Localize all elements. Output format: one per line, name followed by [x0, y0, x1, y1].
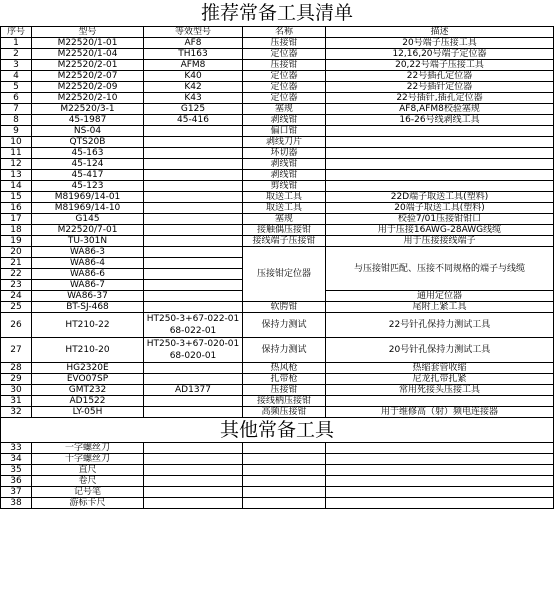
- table-row: [1, 396, 554, 407]
- cell-no: 33: [1, 443, 32, 454]
- cell-name: 扎带枪: [243, 374, 326, 385]
- cell-model: 卷尺: [32, 476, 144, 487]
- cell-name: 保持力测试: [243, 338, 326, 363]
- table-row: [1, 126, 554, 137]
- equiv-line: HT250-3+67-020-01: [146, 339, 240, 349]
- cell-equiv: [144, 159, 243, 170]
- cell-model: M22520/2-07: [32, 71, 144, 82]
- cell-model: BT-SJ-468: [32, 302, 144, 313]
- cell-model: 45-163: [32, 148, 144, 159]
- cell-model: 记号笔: [32, 487, 144, 498]
- cell-no: 29: [1, 374, 32, 385]
- cell-no: 36: [1, 476, 32, 487]
- table-row: [1, 236, 554, 247]
- cell-no: 18: [1, 225, 32, 236]
- cell-desc: 用于压接接线端子: [326, 236, 554, 247]
- cell-name: 剥线刀片: [243, 137, 326, 148]
- equiv-line: HT250-3+67-022-01: [146, 314, 240, 324]
- cell-name: [243, 465, 326, 476]
- cell-desc: 尼龙扎带扎紧: [326, 374, 554, 385]
- cell-name: [243, 498, 326, 509]
- cell-equiv: [144, 313, 243, 338]
- cell-name: 压接钳: [243, 60, 326, 71]
- cell-model: 45-123: [32, 181, 144, 192]
- table-row: [1, 385, 554, 396]
- cell-name: 塞规: [243, 104, 326, 115]
- cell-desc: AF8,AFM8校验塞规: [326, 104, 554, 115]
- table-row: [1, 487, 554, 498]
- cell-no: 38: [1, 498, 32, 509]
- cell-no: 23: [1, 280, 32, 291]
- table-row: [1, 498, 554, 509]
- table-row: [1, 170, 554, 181]
- cell-desc: 20号针孔保持力测试工具: [326, 338, 554, 363]
- cell-desc: [326, 170, 554, 181]
- tools-table: [0, 26, 554, 418]
- cell-model: 一字螺丝刀: [32, 443, 144, 454]
- cell-no: 32: [1, 407, 32, 418]
- cell-desc: [326, 454, 554, 465]
- column-header: 名称: [243, 27, 326, 38]
- cell-model: 十字螺丝刀: [32, 454, 144, 465]
- cell-equiv: [144, 465, 243, 476]
- cell-name: 塞规: [243, 214, 326, 225]
- cell-equiv: [144, 363, 243, 374]
- table-row: [1, 49, 554, 60]
- cell-equiv: AFM8: [144, 60, 243, 71]
- column-header: 描述: [326, 27, 554, 38]
- cell-model: AD1522: [32, 396, 144, 407]
- cell-equiv: TH163: [144, 49, 243, 60]
- cell-name: 环切器: [243, 148, 326, 159]
- cell-name: 定位器: [243, 82, 326, 93]
- cell-desc: [326, 181, 554, 192]
- cell-equiv: [144, 374, 243, 385]
- cell-no: 17: [1, 214, 32, 225]
- cell-model: 游标卡尺: [32, 498, 144, 509]
- cell-model: HG2320E: [32, 363, 144, 374]
- cell-name: 剥线钳: [243, 115, 326, 126]
- cell-name: 剪线钳: [243, 181, 326, 192]
- table-row: [1, 115, 554, 126]
- cell-equiv: [144, 181, 243, 192]
- table-row: [1, 203, 554, 214]
- table-row: [1, 374, 554, 385]
- cell-no: 22: [1, 269, 32, 280]
- cell-desc: 20号端子压接工具: [326, 38, 554, 49]
- cell-desc: 22号插孔定位器: [326, 71, 554, 82]
- equiv-line: 68-020-01: [169, 351, 217, 361]
- cell-model: WA86-37: [32, 291, 144, 302]
- table-row: [1, 313, 554, 338]
- cell-equiv: [144, 498, 243, 509]
- cell-name: 接线端子压接钳: [243, 236, 326, 247]
- cell-model: M22520/2-10: [32, 93, 144, 104]
- cell-model: M22520/3-1: [32, 104, 144, 115]
- table-row: [1, 104, 554, 115]
- table-row: [1, 454, 554, 465]
- cell-no: 6: [1, 93, 32, 104]
- cell-no: 1: [1, 38, 32, 49]
- cell-name: 定位器: [243, 93, 326, 104]
- cell-model: M22520/2-01: [32, 60, 144, 71]
- cell-equiv: [144, 236, 243, 247]
- cell-no: 7: [1, 104, 32, 115]
- cell-desc: 热缩套管收缩: [326, 363, 554, 374]
- cell-model: 直尺: [32, 465, 144, 476]
- cell-no: 30: [1, 385, 32, 396]
- cell-equiv: [144, 247, 243, 258]
- cell-no: 15: [1, 192, 32, 203]
- cell-equiv: [144, 170, 243, 181]
- table-row: [1, 407, 554, 418]
- cell-no: 3: [1, 60, 32, 71]
- cell-equiv: [144, 487, 243, 498]
- cell-model: M22520/1-01: [32, 38, 144, 49]
- cell-no: 20: [1, 247, 32, 258]
- cell-name: 高频压接钳: [243, 407, 326, 418]
- column-header: 型号: [32, 27, 144, 38]
- cell-equiv: [144, 280, 243, 291]
- cell-equiv: [144, 476, 243, 487]
- cell-name: 热风枪: [243, 363, 326, 374]
- cell-model: HT210-22: [32, 313, 144, 338]
- cell-no: 24: [1, 291, 32, 302]
- cell-equiv: G125: [144, 104, 243, 115]
- cell-model: 45-1987: [32, 115, 144, 126]
- cell-desc: 校验7/01压接钳钳口: [326, 214, 554, 225]
- cell-model: WA86-3: [32, 247, 144, 258]
- cell-model: M22520/1-04: [32, 49, 144, 60]
- table-row: [1, 192, 554, 203]
- cell-equiv: [144, 225, 243, 236]
- cell-desc: 16-26号线剥线工具: [326, 115, 554, 126]
- cell-equiv: [144, 192, 243, 203]
- cell-name: 接线柄压接钳: [243, 396, 326, 407]
- cell-equiv: [144, 258, 243, 269]
- cell-desc: 22号插针,插孔定位器: [326, 93, 554, 104]
- table-row: [1, 338, 554, 363]
- cell-model: NS-04: [32, 126, 144, 137]
- cell-name: [243, 443, 326, 454]
- cell-model: M81969/14-10: [32, 203, 144, 214]
- cell-desc: 常用死接头压接工具: [326, 385, 554, 396]
- cell-desc: [326, 498, 554, 509]
- table-row: [1, 181, 554, 192]
- cell-desc: 与压接钳匹配、压接不同规格的端子与线缆: [326, 247, 554, 291]
- cell-name: 接触偶压接钳: [243, 225, 326, 236]
- cell-no: 14: [1, 181, 32, 192]
- cell-equiv: [144, 269, 243, 280]
- cell-name: [243, 487, 326, 498]
- cell-no: 37: [1, 487, 32, 498]
- cell-model: M22520/7-01: [32, 225, 144, 236]
- cell-no: 25: [1, 302, 32, 313]
- cell-equiv: [144, 407, 243, 418]
- cell-equiv: [144, 214, 243, 225]
- cell-model: HT210-20: [32, 338, 144, 363]
- table-row: [1, 363, 554, 374]
- table-row: [1, 82, 554, 93]
- sheet-title: 推荐常备工具清单: [200, 2, 353, 24]
- sheet-subtitle: 其他常备工具: [0, 418, 554, 442]
- cell-desc: [326, 148, 554, 159]
- cell-no: 34: [1, 454, 32, 465]
- cell-desc: 通用定位器: [326, 291, 554, 302]
- cell-no: 10: [1, 137, 32, 148]
- cell-name: [243, 476, 326, 487]
- cell-desc: 22D端子取送工具(塑料): [326, 192, 554, 203]
- column-header: 序号: [1, 27, 32, 38]
- cell-equiv: [144, 454, 243, 465]
- cell-name: [243, 454, 326, 465]
- cell-desc: [326, 487, 554, 498]
- cell-model: M22520/2-09: [32, 82, 144, 93]
- cell-desc: [326, 137, 554, 148]
- table-row: [1, 443, 554, 454]
- cell-equiv: K43: [144, 93, 243, 104]
- cell-no: 26: [1, 313, 32, 338]
- cell-name: 压接钳定位器: [243, 247, 326, 302]
- cell-no: 2: [1, 49, 32, 60]
- cell-desc: 用于维修高（射）频电连接器: [326, 407, 554, 418]
- table-row: [1, 159, 554, 170]
- cell-model: QTS20B: [32, 137, 144, 148]
- cell-no: 11: [1, 148, 32, 159]
- table-row: [1, 247, 554, 258]
- cell-desc: [326, 443, 554, 454]
- cell-no: 16: [1, 203, 32, 214]
- cell-name: 保持力测试: [243, 313, 326, 338]
- cell-name: 取送工具: [243, 192, 326, 203]
- cell-no: 8: [1, 115, 32, 126]
- cell-no: 28: [1, 363, 32, 374]
- cell-name: 剥线钳: [243, 170, 326, 181]
- cell-equiv: K40: [144, 71, 243, 82]
- cell-equiv: [144, 148, 243, 159]
- other-tools-table: [0, 442, 554, 509]
- cell-equiv: [144, 338, 243, 363]
- cell-desc: 22号插针定位器: [326, 82, 554, 93]
- cell-model: 45-124: [32, 159, 144, 170]
- cell-name: 剥线钳: [243, 159, 326, 170]
- table-row: [1, 148, 554, 159]
- table-row: [1, 71, 554, 82]
- cell-name: 压接钳: [243, 38, 326, 49]
- table-row: [1, 93, 554, 104]
- cell-model: EVO07SP: [32, 374, 144, 385]
- cell-desc: 尾附上紧工具: [326, 302, 554, 313]
- cell-model: WA86-7: [32, 280, 144, 291]
- cell-equiv: [144, 443, 243, 454]
- cell-equiv: K42: [144, 82, 243, 93]
- cell-equiv: [144, 291, 243, 302]
- table-row: [1, 60, 554, 71]
- cell-name: 定位器: [243, 71, 326, 82]
- cell-equiv: AF8: [144, 38, 243, 49]
- cell-no: 27: [1, 338, 32, 363]
- cell-no: 31: [1, 396, 32, 407]
- cell-no: 13: [1, 170, 32, 181]
- column-header: 等效型号: [144, 27, 243, 38]
- cell-desc: [326, 465, 554, 476]
- table-row: [1, 38, 554, 49]
- cell-model: 45-417: [32, 170, 144, 181]
- table-row: [1, 465, 554, 476]
- cell-no: 21: [1, 258, 32, 269]
- cell-model: M81969/14-01: [32, 192, 144, 203]
- header-row: [1, 27, 554, 38]
- cell-desc: 用于压接16AWG-28AWG线缆: [326, 225, 554, 236]
- cell-model: TU-301N: [32, 236, 144, 247]
- cell-desc: 12,16,20号端子定位器: [326, 49, 554, 60]
- cell-name: 软腭钳: [243, 302, 326, 313]
- cell-desc: 22号针孔保持力测试工具: [326, 313, 554, 338]
- cell-name: 取送工具: [243, 203, 326, 214]
- cell-equiv: 45-416: [144, 115, 243, 126]
- cell-no: 35: [1, 465, 32, 476]
- cell-desc: [326, 126, 554, 137]
- cell-equiv: [144, 126, 243, 137]
- table-row: [1, 214, 554, 225]
- cell-model: G145: [32, 214, 144, 225]
- cell-equiv: [144, 203, 243, 214]
- table-row: [1, 225, 554, 236]
- cell-model: LY-05H: [32, 407, 144, 418]
- cell-name: 压接钳: [243, 385, 326, 396]
- cell-equiv: [144, 137, 243, 148]
- cell-equiv: [144, 396, 243, 407]
- cell-name: 偏口钳: [243, 126, 326, 137]
- cell-desc: [326, 396, 554, 407]
- cell-no: 12: [1, 159, 32, 170]
- cell-equiv: AD1377: [144, 385, 243, 396]
- cell-equiv: [144, 302, 243, 313]
- cell-model: WA86-6: [32, 269, 144, 280]
- cell-no: 4: [1, 71, 32, 82]
- cell-model: WA86-4: [32, 258, 144, 269]
- cell-desc: [326, 476, 554, 487]
- cell-desc: 20,22号端子压接工具: [326, 60, 554, 71]
- cell-no: 19: [1, 236, 32, 247]
- table-row: [1, 476, 554, 487]
- cell-desc: 20端子取送工具(塑料): [326, 203, 554, 214]
- equiv-line: 68-022-01: [169, 326, 217, 336]
- cell-no: 9: [1, 126, 32, 137]
- cell-name: 定位器: [243, 49, 326, 60]
- cell-desc: [326, 159, 554, 170]
- cell-no: 5: [1, 82, 32, 93]
- cell-model: GMT232: [32, 385, 144, 396]
- table-row: [1, 137, 554, 148]
- table-row: [1, 302, 554, 313]
